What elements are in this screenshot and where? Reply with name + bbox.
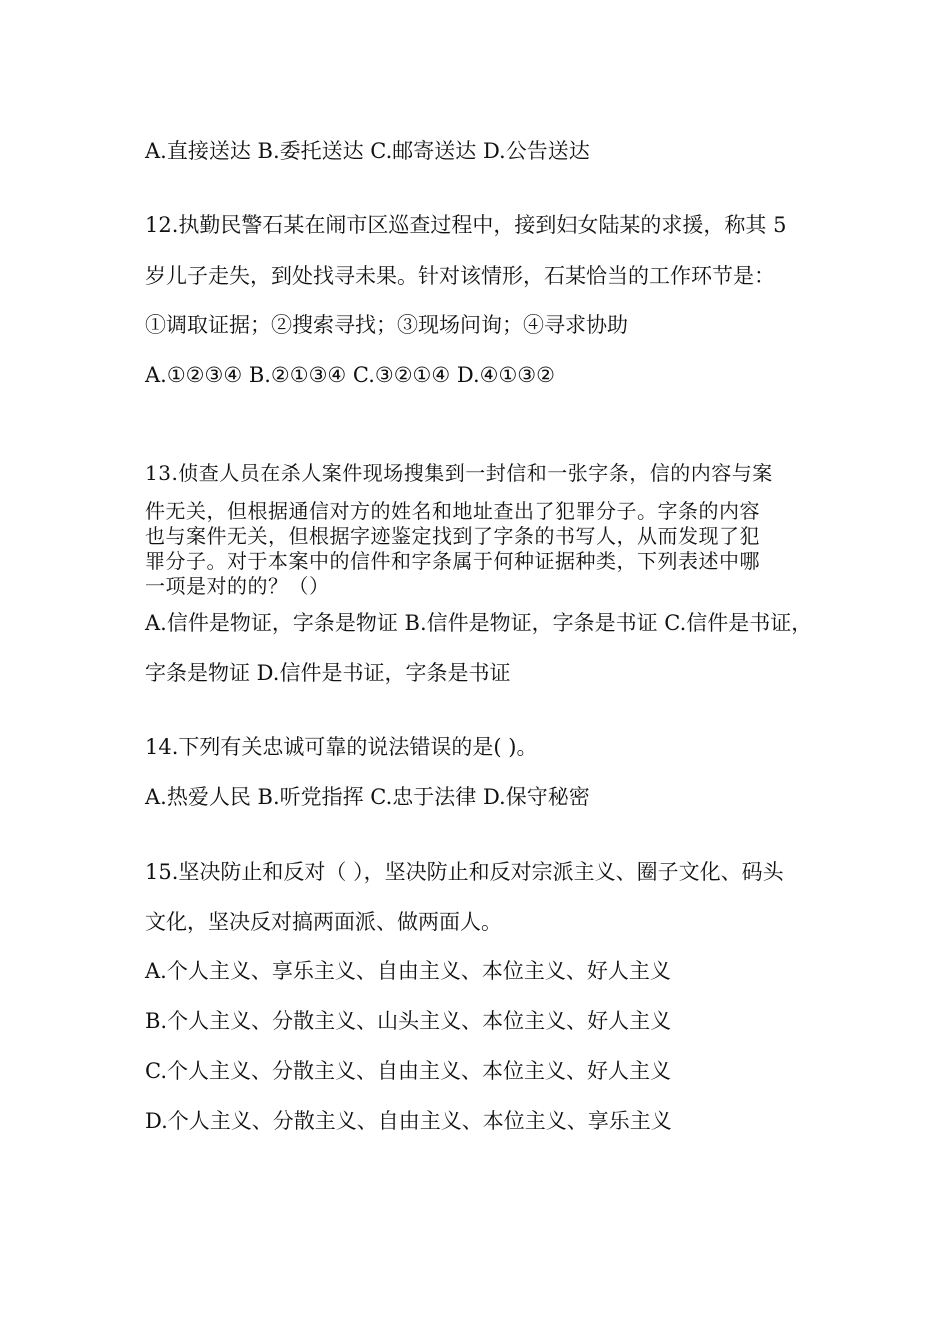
q15-stem-line-2: 文化，坚决反对搞两面派、做两面人。 [145,910,502,934]
q13-stem-line-1: 13.侦查人员在杀人案件现场搜集到一封信和一张字条，信的内容与案 [145,461,773,485]
q12-stem-line-2: 岁儿子走失，到处找寻未果。针对该情形，石某恰当的工作环节是： [145,264,775,288]
q13-options-line-1: A.信件是物证，字条是物证 B.信件是物证，字条是书证 C.信件是书证， [145,611,813,635]
q15-option-d: D.个人主义、分散主义、自由主义、本位主义、享乐主义 [145,1109,672,1133]
q12-stem-line-1: 12.执勤民警石某在闹市区巡查过程中，接到妇女陆某的求援，称其 5 [145,213,787,237]
q12-options: A.①②③④ B.②①③④ C.③②①④ D.④①③② [145,363,555,387]
q14-options: A.热爱人民 B.听党指挥 C.忠于法律 D.保守秘密 [145,785,590,809]
q13-options-line-2: 字条是物证 D.信件是书证，字条是书证 [145,661,511,685]
q11-options: A.直接送达 B.委托送达 C.邮寄送达 D.公告送达 [145,139,590,163]
q13-stem-line-4: 罪分子。对于本案中的信件和字条属于何种证据种类，下列表述中哪 [145,549,760,573]
q15-option-a: A.个人主义、享乐主义、自由主义、本位主义、好人主义 [145,959,671,983]
q14-stem: 14.下列有关忠诚可靠的说法错误的是( )。 [145,735,538,759]
q15-option-c: C.个人主义、分散主义、自由主义、本位主义、好人主义 [145,1059,671,1083]
q15-option-b: B.个人主义、分散主义、山头主义、本位主义、好人主义 [145,1009,672,1033]
q12-stem-line-3: ①调取证据；②搜索寻找；③现场问询；④寻求协助 [145,313,628,337]
q13-stem-line-3: 也与案件无关，但根据字迹鉴定找到了字条的书写人，从而发现了犯 [145,524,760,548]
q13-stem-line-5: 一项是对的的？（） [145,574,330,598]
q13-stem-line-2: 件无关，但根据通信对方的姓名和地址查出了犯罪分子。字条的内容 [145,499,760,523]
q15-stem-line-1: 15.坚决防止和反对（ ），坚决防止和反对宗派主义、圈子文化、码头 [145,860,784,884]
